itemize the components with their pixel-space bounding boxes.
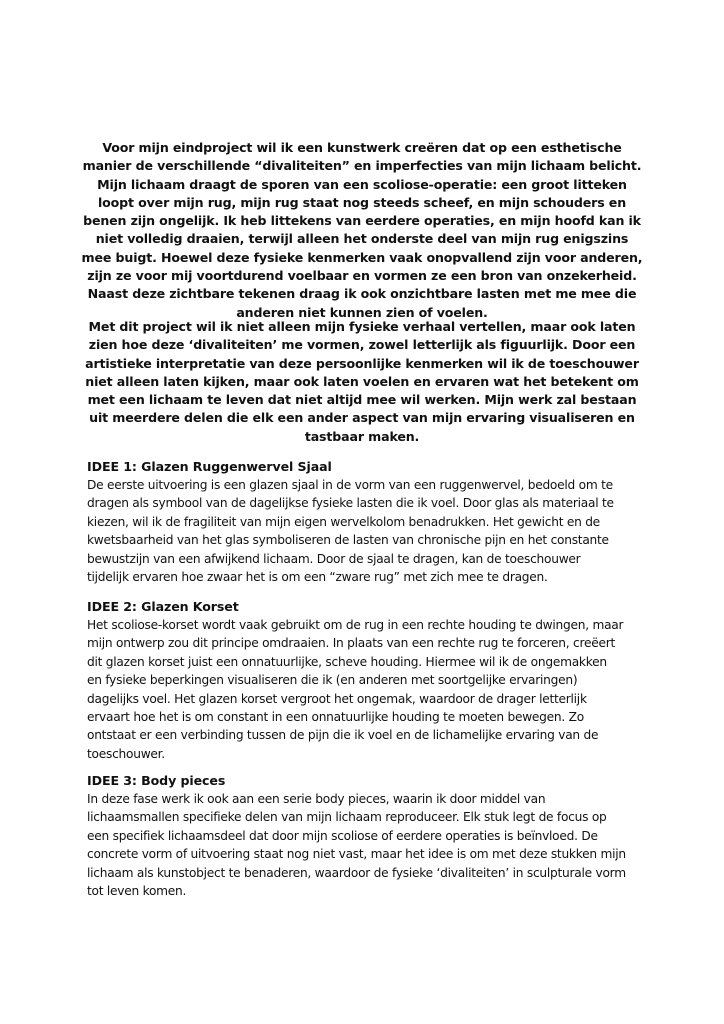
idea-2-title: IDEE 2: Glazen Korset (87, 599, 239, 614)
intro-paragraph-1: Voor mijn eindproject wil ik een kunstwerk creëren dat op een esthetische manier de verschillende “divaliteiten” en imperfecties van mijn lichaam belicht. Mijn lichaam draagt de sporen van een scoliose-operatie: een groot litteken loopt over mijn rug, mijn rug staat nog steeds scheef, en mijn schouders en benen zijn ongelijk. Ik heb littekens van eerdere operaties, en mijn hoofd kan ik niet volledig draaien, terwijl alleen het onderste deel van mijn rug enigszins mee buigt. Hoewel deze fysieke kenmerken vaak onopvallend zijn voor anderen, zijn ze voor mij voortdurend voelbaar en vormen ze een bron van onzekerheid. Naast deze zichtbare tekenen draag ik ook onzichtbare lasten met me mee die anderen niet kunnen zien of voelen. (81, 140, 643, 320)
idea-section-3 (87, 772, 647, 900)
idea-3-title: IDEE 3: Body pieces (87, 773, 226, 788)
idea-1-title: IDEE 1: Glazen Ruggenwervel Sjaal (87, 459, 332, 474)
idea-2-body: Het scoliose-korset wordt vaak gebruikt om de rug in een rechte houding te dwingen, maar mijn ontwerp zou dit principe omdraaien. In plaats van een rechte rug te forceren, creëert dit glazen korset juist een onnatuurlijke, scheve houding. Hiermee wil ik de ongemakken en fysieke beperkingen visualiseren die ik (en anderen met soortgelijke ervaringen) dagelijks voel. Het glazen korset vergroot het ongemak, waardoor de drager letterlijk ervaart hoe het is om constant in een onnatuurlijke houding te moeten bewegen. Zo ontstaat er een verbinding tussen de pijn die ik voel en de lichamelijke ervaring van de toeschouwer. (87, 618, 624, 761)
idea-section-1 (87, 458, 647, 586)
idea-1-body: De eerste uitvoering is een glazen sjaal in de vorm van een ruggenwervel, bedoeld om te dragen als symbool van de dagelijkse fysieke lasten die ik voel. Door glas als materiaal te kiezen, wil ik de fragiliteit van mijn eigen wervelkolom benadrukken. Het gewicht en de kwetsbaarheid van het glas symboliseren de lasten van chronische pijn en het constante bewustzijn van een afwijkend lichaam. Door de sjaal te dragen, kan de toeschouwer tijdelijk ervaren hoe zwaar het is om een “zware rug” met zich mee te dragen. (87, 478, 614, 585)
idea-3-body: In deze fase werk ik ook aan een serie body pieces, waarin ik door middel van lichaamsmallen specifieke delen van mijn lichaam reproduceer. Elk stuk legt de focus op een specifiek lichaamsdeel dat door mijn scoliose of eerdere operaties is beïnvloed. De concrete vorm of uitvoering staat nog niet vast, maar het idee is om met deze stukken mijn lichaam als kunstobject te benaderen, waardoor de fysieke ‘divaliteiten’ in sculpturale vorm tot leven komen. (87, 792, 626, 899)
idea-section-2 (87, 598, 647, 763)
intro-paragraph-2: Met dit project wil ik niet alleen mijn fysieke verhaal vertellen, maar ook laten zien hoe deze ‘divaliteiten’ me vormen, zowel letterlijk als figuurlijk. Door een artistieke interpretatie van deze persoonlijke kenmerken wil ik de toeschouwer niet alleen laten kijken, maar ook laten voelen en ervaren wat het betekent om met een lichaam te leven dat niet altijd mee wil werken. Mijn werk zal bestaan uit meerdere delen die elk een ander aspect van mijn ervaring visualiseren en tastbaar maken. (85, 319, 639, 444)
